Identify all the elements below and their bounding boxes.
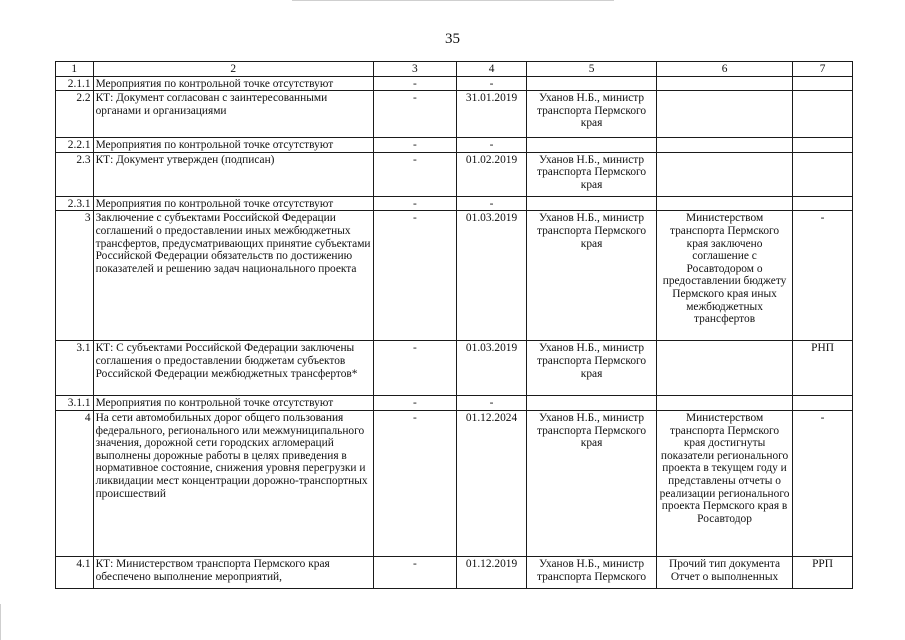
cell-responsible: Уханов Н.Б., министр транспорта Пермского края bbox=[527, 211, 657, 341]
table-row bbox=[56, 152, 853, 196]
column-header: 2 bbox=[93, 62, 373, 77]
cell-result: Министерством транспорта Пермского края заключено соглашение с Росавтодором о предоставлении бюджету Пермского края иных межбюджетных трансфертов bbox=[657, 211, 793, 341]
cell-col3: - bbox=[373, 152, 456, 196]
cell-level bbox=[793, 196, 853, 211]
cell-date: 01.12.2019 bbox=[457, 556, 527, 588]
cell-col3: - bbox=[373, 196, 456, 211]
cell-col3: - bbox=[373, 410, 456, 556]
table-row bbox=[56, 196, 853, 211]
row-number: 3 bbox=[56, 211, 94, 341]
row-number: 3.1.1 bbox=[56, 396, 94, 411]
column-header: 1 bbox=[56, 62, 94, 77]
table-row bbox=[56, 76, 853, 91]
cell-col3: - bbox=[373, 91, 456, 138]
scan-edge-mark bbox=[0, 604, 1, 640]
table-row bbox=[56, 556, 853, 588]
row-number: 4.1 bbox=[56, 556, 94, 588]
cell-col3: - bbox=[373, 396, 456, 411]
cell-result bbox=[657, 196, 793, 211]
row-number: 2.3.1 bbox=[56, 196, 94, 211]
cell-responsible: Уханов Н.Б., министр транспорта Пермского bbox=[527, 556, 657, 588]
cell-level bbox=[793, 76, 853, 91]
row-description: КТ: С субъектами Российской Федерации заключены соглашения о предоставлении бюджетам субъектов Российской Федерации межбюджетных трансфертов* bbox=[93, 341, 373, 396]
row-number: 3.1 bbox=[56, 341, 94, 396]
cell-level bbox=[793, 152, 853, 196]
cell-level: РНП bbox=[793, 341, 853, 396]
cell-responsible bbox=[527, 76, 657, 91]
cell-level: - bbox=[793, 211, 853, 341]
cell-date: - bbox=[457, 196, 527, 211]
cell-result bbox=[657, 341, 793, 396]
cell-col3: - bbox=[373, 556, 456, 588]
scan-edge-mark bbox=[292, 0, 614, 1]
row-description: Мероприятия по контрольной точке отсутствуют bbox=[93, 138, 373, 153]
cell-date: 01.03.2019 bbox=[457, 211, 527, 341]
cell-result bbox=[657, 152, 793, 196]
row-description: КТ: Документ согласован с заинтересованными органами и организациями bbox=[93, 91, 373, 138]
row-description: КТ: Документ утвержден (подписан) bbox=[93, 152, 373, 196]
cell-responsible: Уханов Н.Б., министр транспорта Пермского края bbox=[527, 410, 657, 556]
cell-date: - bbox=[457, 396, 527, 411]
table-row bbox=[56, 341, 853, 396]
row-description: На сети автомобильных дорог общего пользования федерального, регионального или межмуниципального значения, дорожной сети городских агломераций выполнены дорожные работы в целях приведения в нормативное состояние, снижения уровня перегрузки и ликвидации мест концентрации дорожно-транспортных происшествий bbox=[93, 410, 373, 556]
plan-table bbox=[55, 61, 853, 589]
cell-date: 31.01.2019 bbox=[457, 91, 527, 138]
table-header-row bbox=[56, 62, 853, 77]
column-header: 4 bbox=[457, 62, 527, 77]
row-description: Мероприятия по контрольной точке отсутствуют bbox=[93, 196, 373, 211]
table-row bbox=[56, 91, 853, 138]
row-description: КТ: Министерством транспорта Пермского края обеспечено выполнение мероприятий, bbox=[93, 556, 373, 588]
row-description: Мероприятия по контрольной точке отсутствуют bbox=[93, 396, 373, 411]
cell-date: 01.03.2019 bbox=[457, 341, 527, 396]
cell-date: 01.12.2024 bbox=[457, 410, 527, 556]
cell-level: РРП bbox=[793, 556, 853, 588]
row-number: 4 bbox=[56, 410, 94, 556]
cell-level bbox=[793, 396, 853, 411]
cell-result bbox=[657, 91, 793, 138]
table-row bbox=[56, 410, 853, 556]
cell-col3: - bbox=[373, 211, 456, 341]
cell-result bbox=[657, 396, 793, 411]
row-number: 2.2 bbox=[56, 91, 94, 138]
cell-result bbox=[657, 76, 793, 91]
column-header: 6 bbox=[657, 62, 793, 77]
column-header: 3 bbox=[373, 62, 456, 77]
row-number: 2.3 bbox=[56, 152, 94, 196]
column-header: 5 bbox=[527, 62, 657, 77]
row-number: 2.1.1 bbox=[56, 76, 94, 91]
cell-level bbox=[793, 138, 853, 153]
table-row bbox=[56, 211, 853, 341]
column-header: 7 bbox=[793, 62, 853, 77]
row-number: 2.2.1 bbox=[56, 138, 94, 153]
cell-date: - bbox=[457, 138, 527, 153]
table-row bbox=[56, 138, 853, 153]
row-description: Мероприятия по контрольной точке отсутствуют bbox=[93, 76, 373, 91]
cell-responsible: Уханов Н.Б., министр транспорта Пермского края bbox=[527, 152, 657, 196]
cell-col3: - bbox=[373, 341, 456, 396]
cell-result bbox=[657, 138, 793, 153]
row-description: Заключение с субъектами Российской Федерации соглашений о предоставлении иных межбюджетных трансфертов, предусматривающих принятие субъектами Российской Федерации обязательств по достижению показателей и решению задач национального проекта bbox=[93, 211, 373, 341]
cell-responsible: Уханов Н.Б., министр транспорта Пермского края bbox=[527, 91, 657, 138]
cell-responsible bbox=[527, 138, 657, 153]
cell-col3: - bbox=[373, 138, 456, 153]
table-row bbox=[56, 396, 853, 411]
cell-result: Министерством транспорта Пермского края достигнуты показатели регионального проекта в текущем году и представлены отчеты о реализации регионального проекта Пермского края в Росавтодор bbox=[657, 410, 793, 556]
cell-col3: - bbox=[373, 76, 456, 91]
cell-responsible bbox=[527, 396, 657, 411]
cell-responsible bbox=[527, 196, 657, 211]
cell-date: - bbox=[457, 76, 527, 91]
cell-level: - bbox=[793, 410, 853, 556]
page-number: 35 bbox=[445, 31, 460, 47]
cell-result: Прочий тип документа Отчет о выполненных bbox=[657, 556, 793, 588]
cell-date: 01.02.2019 bbox=[457, 152, 527, 196]
cell-level bbox=[793, 91, 853, 138]
cell-responsible: Уханов Н.Б., министр транспорта Пермского края bbox=[527, 341, 657, 396]
